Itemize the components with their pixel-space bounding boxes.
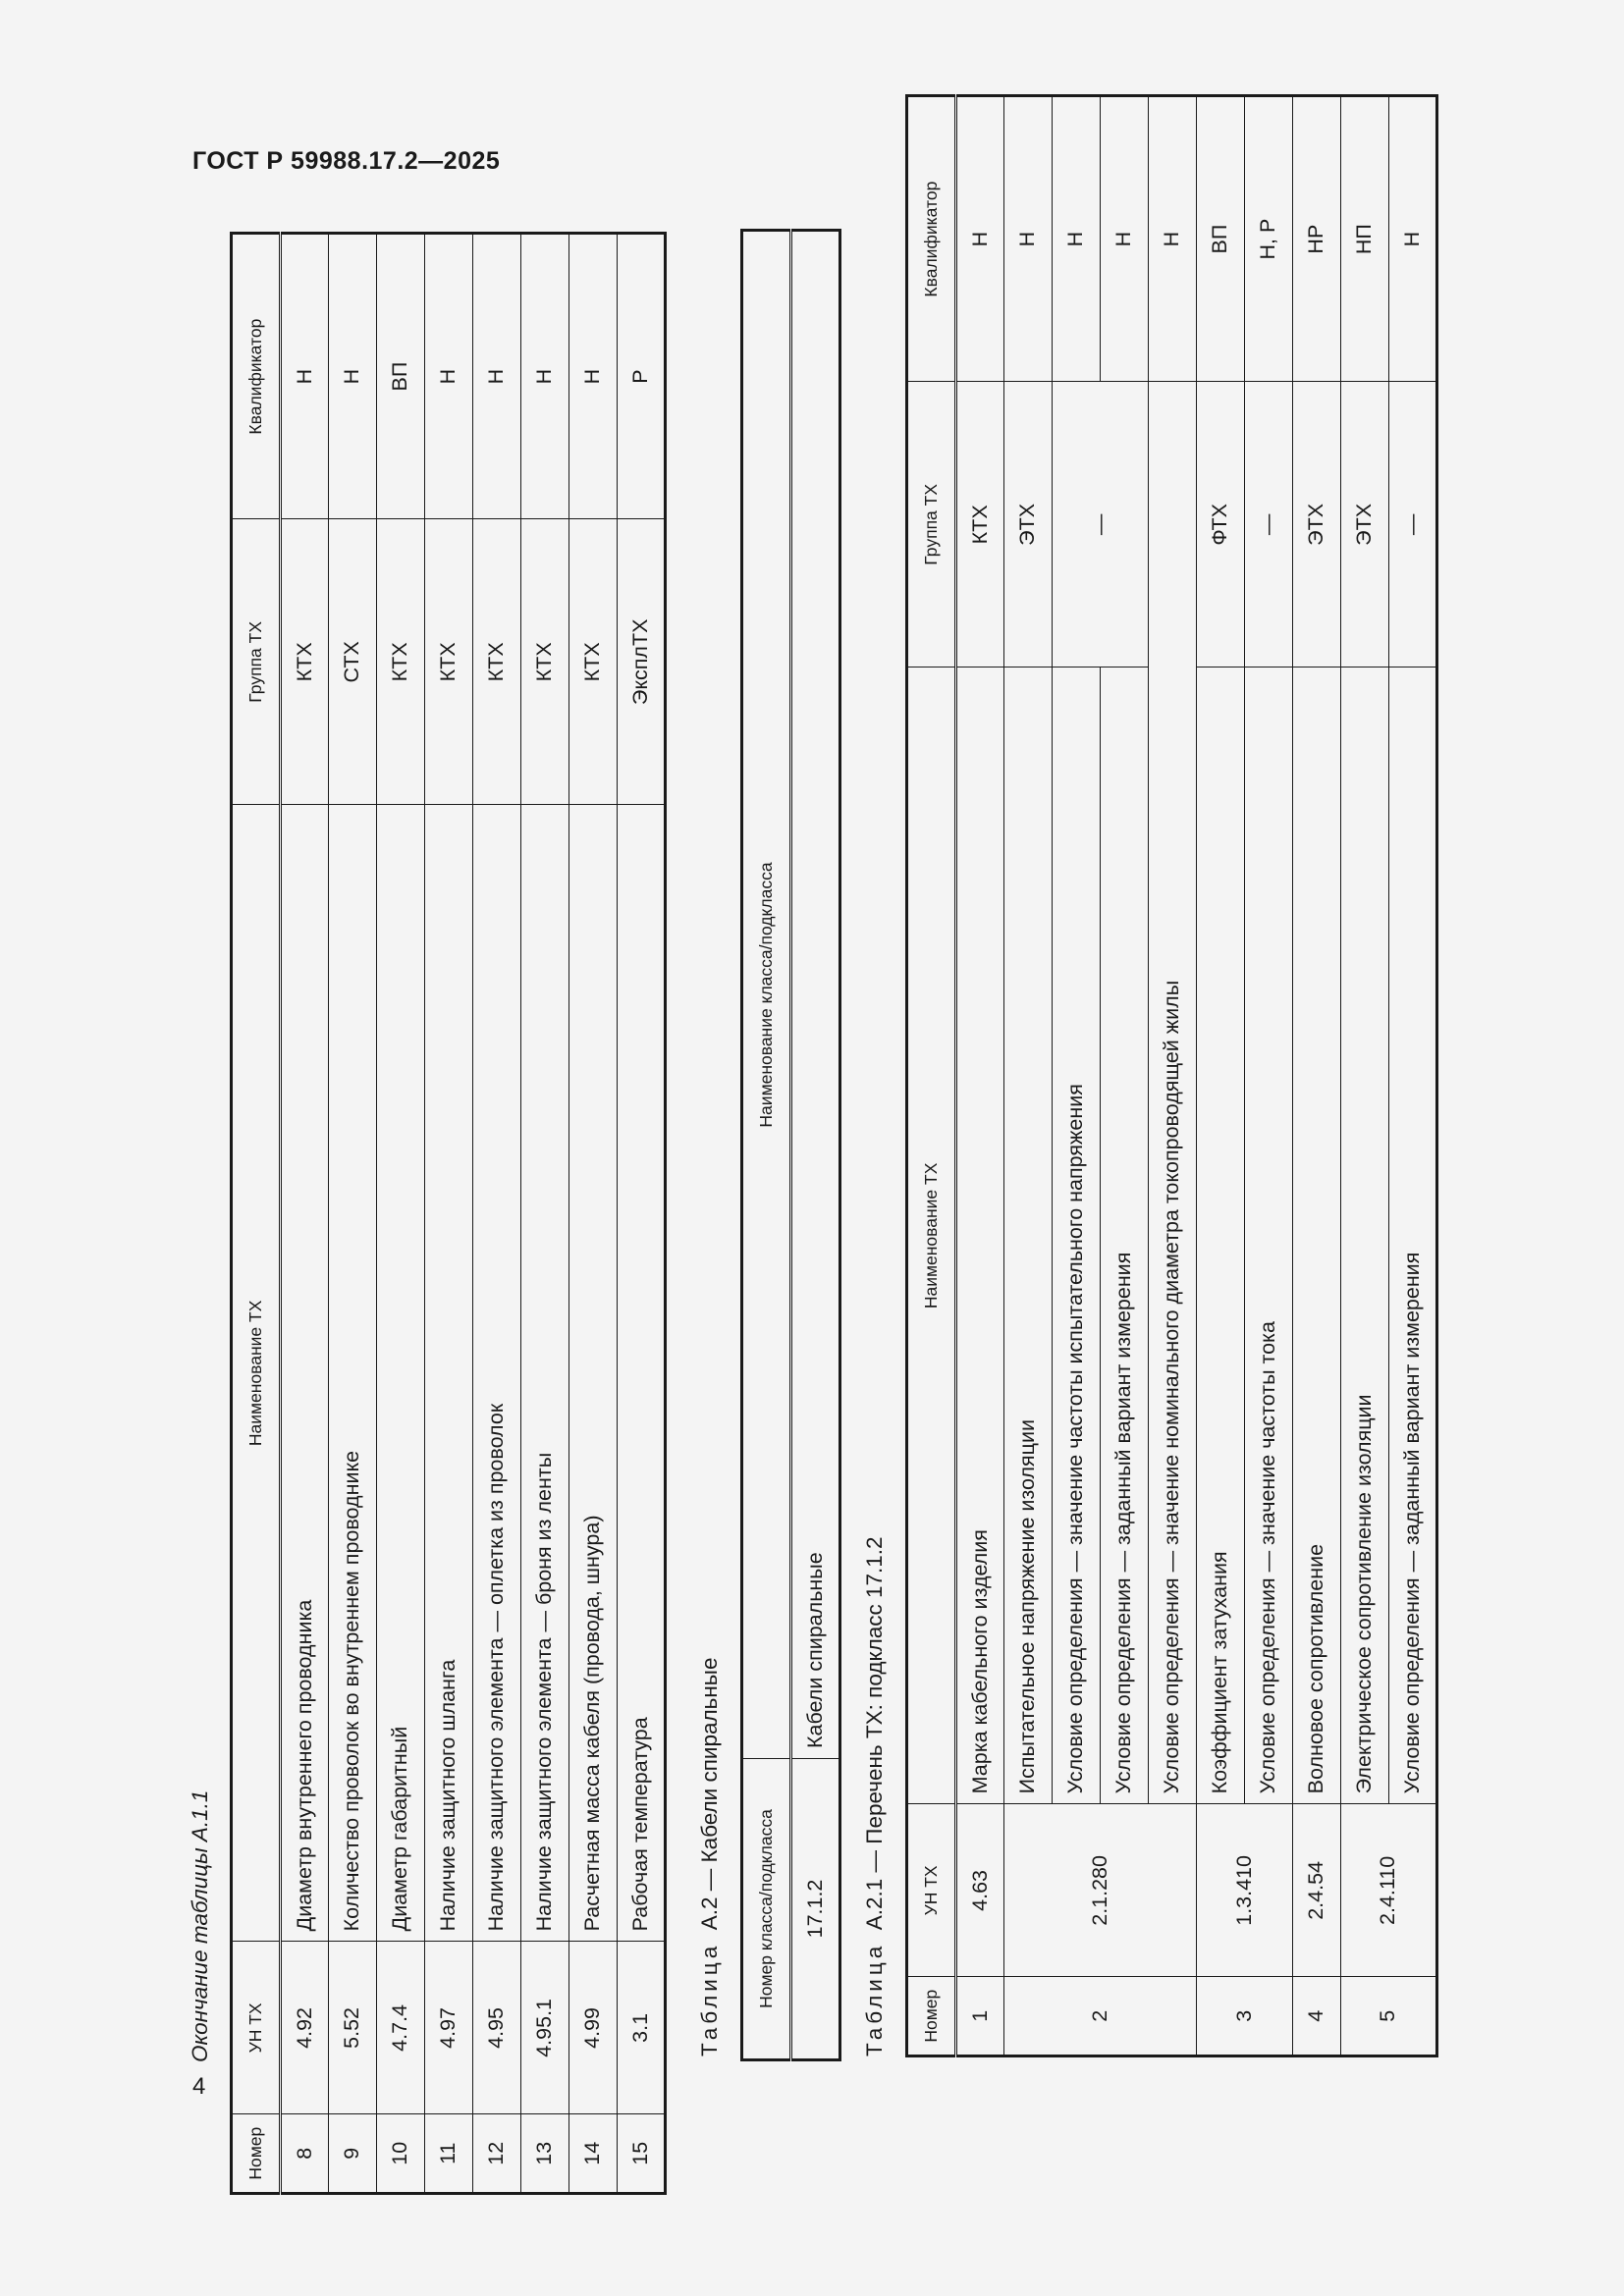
- table-row: [425, 234, 473, 2194]
- cell-group: ЭТХ: [1293, 382, 1341, 667]
- cell-group: ЭТХ: [1341, 382, 1389, 667]
- cell-number: 12: [473, 2114, 521, 2194]
- cell-number: 10: [377, 2114, 425, 2194]
- table-row: [618, 234, 666, 2194]
- table-row: [377, 234, 425, 2194]
- cell-group: ФТХ: [1197, 382, 1245, 667]
- cell-name: Марка кабельного изделия: [956, 667, 1004, 1804]
- cell-name: Коэффициент затухания: [1197, 667, 1245, 1804]
- cell-number: 15: [618, 2114, 666, 2194]
- table-a11-caption: Окончание таблицы А.1.1: [188, 1789, 212, 2062]
- table-row: [1293, 96, 1341, 2056]
- cell-qualifier: Н: [1149, 96, 1197, 382]
- cell-number: 1: [956, 1977, 1004, 2056]
- table-row: [473, 234, 521, 2194]
- table-row: [1341, 96, 1389, 2056]
- cell-qualifier: Н: [521, 234, 569, 519]
- cell-group: СТХ: [329, 519, 377, 805]
- cell-name: Диаметр внутреннего проводника: [281, 805, 329, 1942]
- cell-qualifier: Н, Р: [1245, 96, 1293, 382]
- cell-qualifier: Н: [281, 234, 329, 519]
- col-header-code: УН ТХ: [907, 1804, 956, 1977]
- cell-name: Наличие защитного элемента — оплетка из проволок: [473, 805, 521, 1942]
- cell-name: Рабочая температура: [618, 805, 666, 1942]
- cell-code: 4.92: [281, 1942, 329, 2114]
- cell-code: 4.99: [569, 1942, 618, 2114]
- cell-qualifier: Н: [1101, 96, 1149, 382]
- cell-name: Электрическое сопротивление изоляции: [1341, 667, 1389, 1804]
- cell-number: 13: [521, 2114, 569, 2194]
- table-a11: [230, 232, 667, 2195]
- cell-code: 4.97: [425, 1942, 473, 2114]
- table-row: [1053, 96, 1101, 2056]
- cell-number: 3: [1197, 1977, 1293, 2056]
- cell-number: 9: [329, 2114, 377, 2194]
- table-a21-caption: Таблица А.2.1 — Перечень ТХ: подкласс 17.1.2: [862, 1536, 887, 2056]
- cell-group: КТХ: [425, 519, 473, 805]
- cell-number: 11: [425, 2114, 473, 2194]
- cell-qualifier: Н: [956, 96, 1004, 382]
- cell-number: 8: [281, 2114, 329, 2194]
- col-header-number: Номер: [232, 2114, 281, 2194]
- cell-name: Условие определения — значение частоты испытательного напряжения: [1053, 667, 1101, 1804]
- table-row: [1004, 96, 1053, 2056]
- col-header-group: Группа ТХ: [232, 519, 281, 805]
- col-header-group: Группа ТХ: [907, 382, 956, 667]
- cell-name: Диаметр габаритный: [377, 805, 425, 1942]
- cell-name: Наличие защитного элемента — броня из ленты: [521, 805, 569, 1942]
- col-header-qualifier: Квалификатор: [232, 234, 281, 519]
- cell-group: КТХ: [281, 519, 329, 805]
- table-a21: [905, 94, 1438, 2057]
- cell-number: 2: [1004, 1977, 1197, 2056]
- cell-code: 4.7.4: [377, 1942, 425, 2114]
- cell-code: 4.95.1: [521, 1942, 569, 2114]
- table-row: [956, 96, 1004, 2056]
- cell-qualifier: ВП: [1197, 96, 1245, 382]
- cell-code: 2.4.110: [1341, 1804, 1437, 1977]
- table-row: [569, 234, 618, 2194]
- table-row: [791, 231, 840, 2060]
- cell-code: 2.4.54: [1293, 1804, 1341, 1977]
- table-a2: [740, 229, 841, 2061]
- cell-group: —: [1389, 382, 1437, 667]
- cell-qualifier: Р: [618, 234, 666, 519]
- cell-code: 4.95: [473, 1942, 521, 2114]
- col-header-class-number: Номер класса/подкласса: [742, 1759, 791, 2060]
- table-row: [1149, 96, 1197, 2056]
- cell-qualifier: НП: [1341, 96, 1389, 382]
- cell-group: КТХ: [473, 519, 521, 805]
- cell-group: КТХ: [569, 519, 618, 805]
- col-header-number: Номер: [907, 1977, 956, 2056]
- cell-name: Условие определения — заданный вариант измерения: [1389, 667, 1437, 1804]
- table-header-row: [907, 96, 956, 2056]
- cell-group: ЭксплТХ: [618, 519, 666, 805]
- cell-code: 4.63: [956, 1804, 1004, 1977]
- cell-qualifier: НР: [1293, 96, 1341, 382]
- table-header-row: [742, 231, 791, 2060]
- cell-name: Наличие защитного шланга: [425, 805, 473, 1942]
- col-header-class-name: Наименование класса/подкласса: [742, 231, 791, 1759]
- table-header-row: [232, 234, 281, 2194]
- cell-qualifier: Н: [1389, 96, 1437, 382]
- table-row: [1197, 96, 1245, 2056]
- cell-name: Количество проволок во внутреннем проводнике: [329, 805, 377, 1942]
- col-header-qualifier: Квалификатор: [907, 96, 956, 382]
- cell-code: 5.52: [329, 1942, 377, 2114]
- table-row: [521, 234, 569, 2194]
- cell-qualifier: Н: [425, 234, 473, 519]
- document-header: ГОСТ Р 59988.17.2—2025: [192, 147, 501, 175]
- cell-name: Расчетная масса кабеля (провода, шнура): [569, 805, 618, 1942]
- cell-qualifier: Н: [569, 234, 618, 519]
- cell-number: 14: [569, 2114, 618, 2194]
- cell-code: 2.1.280: [1004, 1804, 1197, 1977]
- table-row: [1245, 96, 1293, 2056]
- cell-class-name: Кабели спиральные: [791, 231, 840, 1759]
- cell-group: КТХ: [956, 382, 1004, 667]
- cell-number: 4: [1293, 1977, 1341, 2056]
- cell-group: —: [1053, 382, 1149, 667]
- cell-qualifier: Н: [1004, 96, 1053, 382]
- cell-name: Испытательное напряжение изоляции: [1004, 667, 1053, 1804]
- col-header-name: Наименование ТХ: [232, 805, 281, 1942]
- page-number: 4: [192, 2073, 206, 2100]
- cell-group: —: [1245, 382, 1293, 667]
- cell-group: КТХ: [521, 519, 569, 805]
- cell-name: Условие определения — значение частоты тока: [1245, 667, 1293, 1804]
- cell-group: ЭТХ: [1004, 382, 1053, 667]
- cell-group: КТХ: [377, 519, 425, 805]
- cell-qualifier: Н: [329, 234, 377, 519]
- cell-name: Условие определения — заданный вариант измерения: [1101, 667, 1149, 1804]
- cell-qualifier: Н: [473, 234, 521, 519]
- cell-qualifier: Н: [1053, 96, 1101, 382]
- cell-code: 3.1: [618, 1942, 666, 2114]
- table-row: [281, 234, 329, 2194]
- table-row: [1389, 96, 1437, 2056]
- cell-class-number: 17.1.2: [791, 1759, 840, 2060]
- cell-code: 1.3.410: [1197, 1804, 1293, 1977]
- col-header-code: УН ТХ: [232, 1942, 281, 2114]
- cell-name: Волновое сопротивление: [1293, 667, 1341, 1804]
- cell-qualifier: ВП: [377, 234, 425, 519]
- table-a2-caption: Таблица А.2 — Кабели спиральные: [697, 1657, 722, 2056]
- col-header-name: Наименование ТХ: [907, 667, 956, 1804]
- cell-number: 5: [1341, 1977, 1437, 2056]
- table-row: [329, 234, 377, 2194]
- cell-name: Условие определения — значение номинального диаметра токопроводящей жилы: [1149, 382, 1197, 1804]
